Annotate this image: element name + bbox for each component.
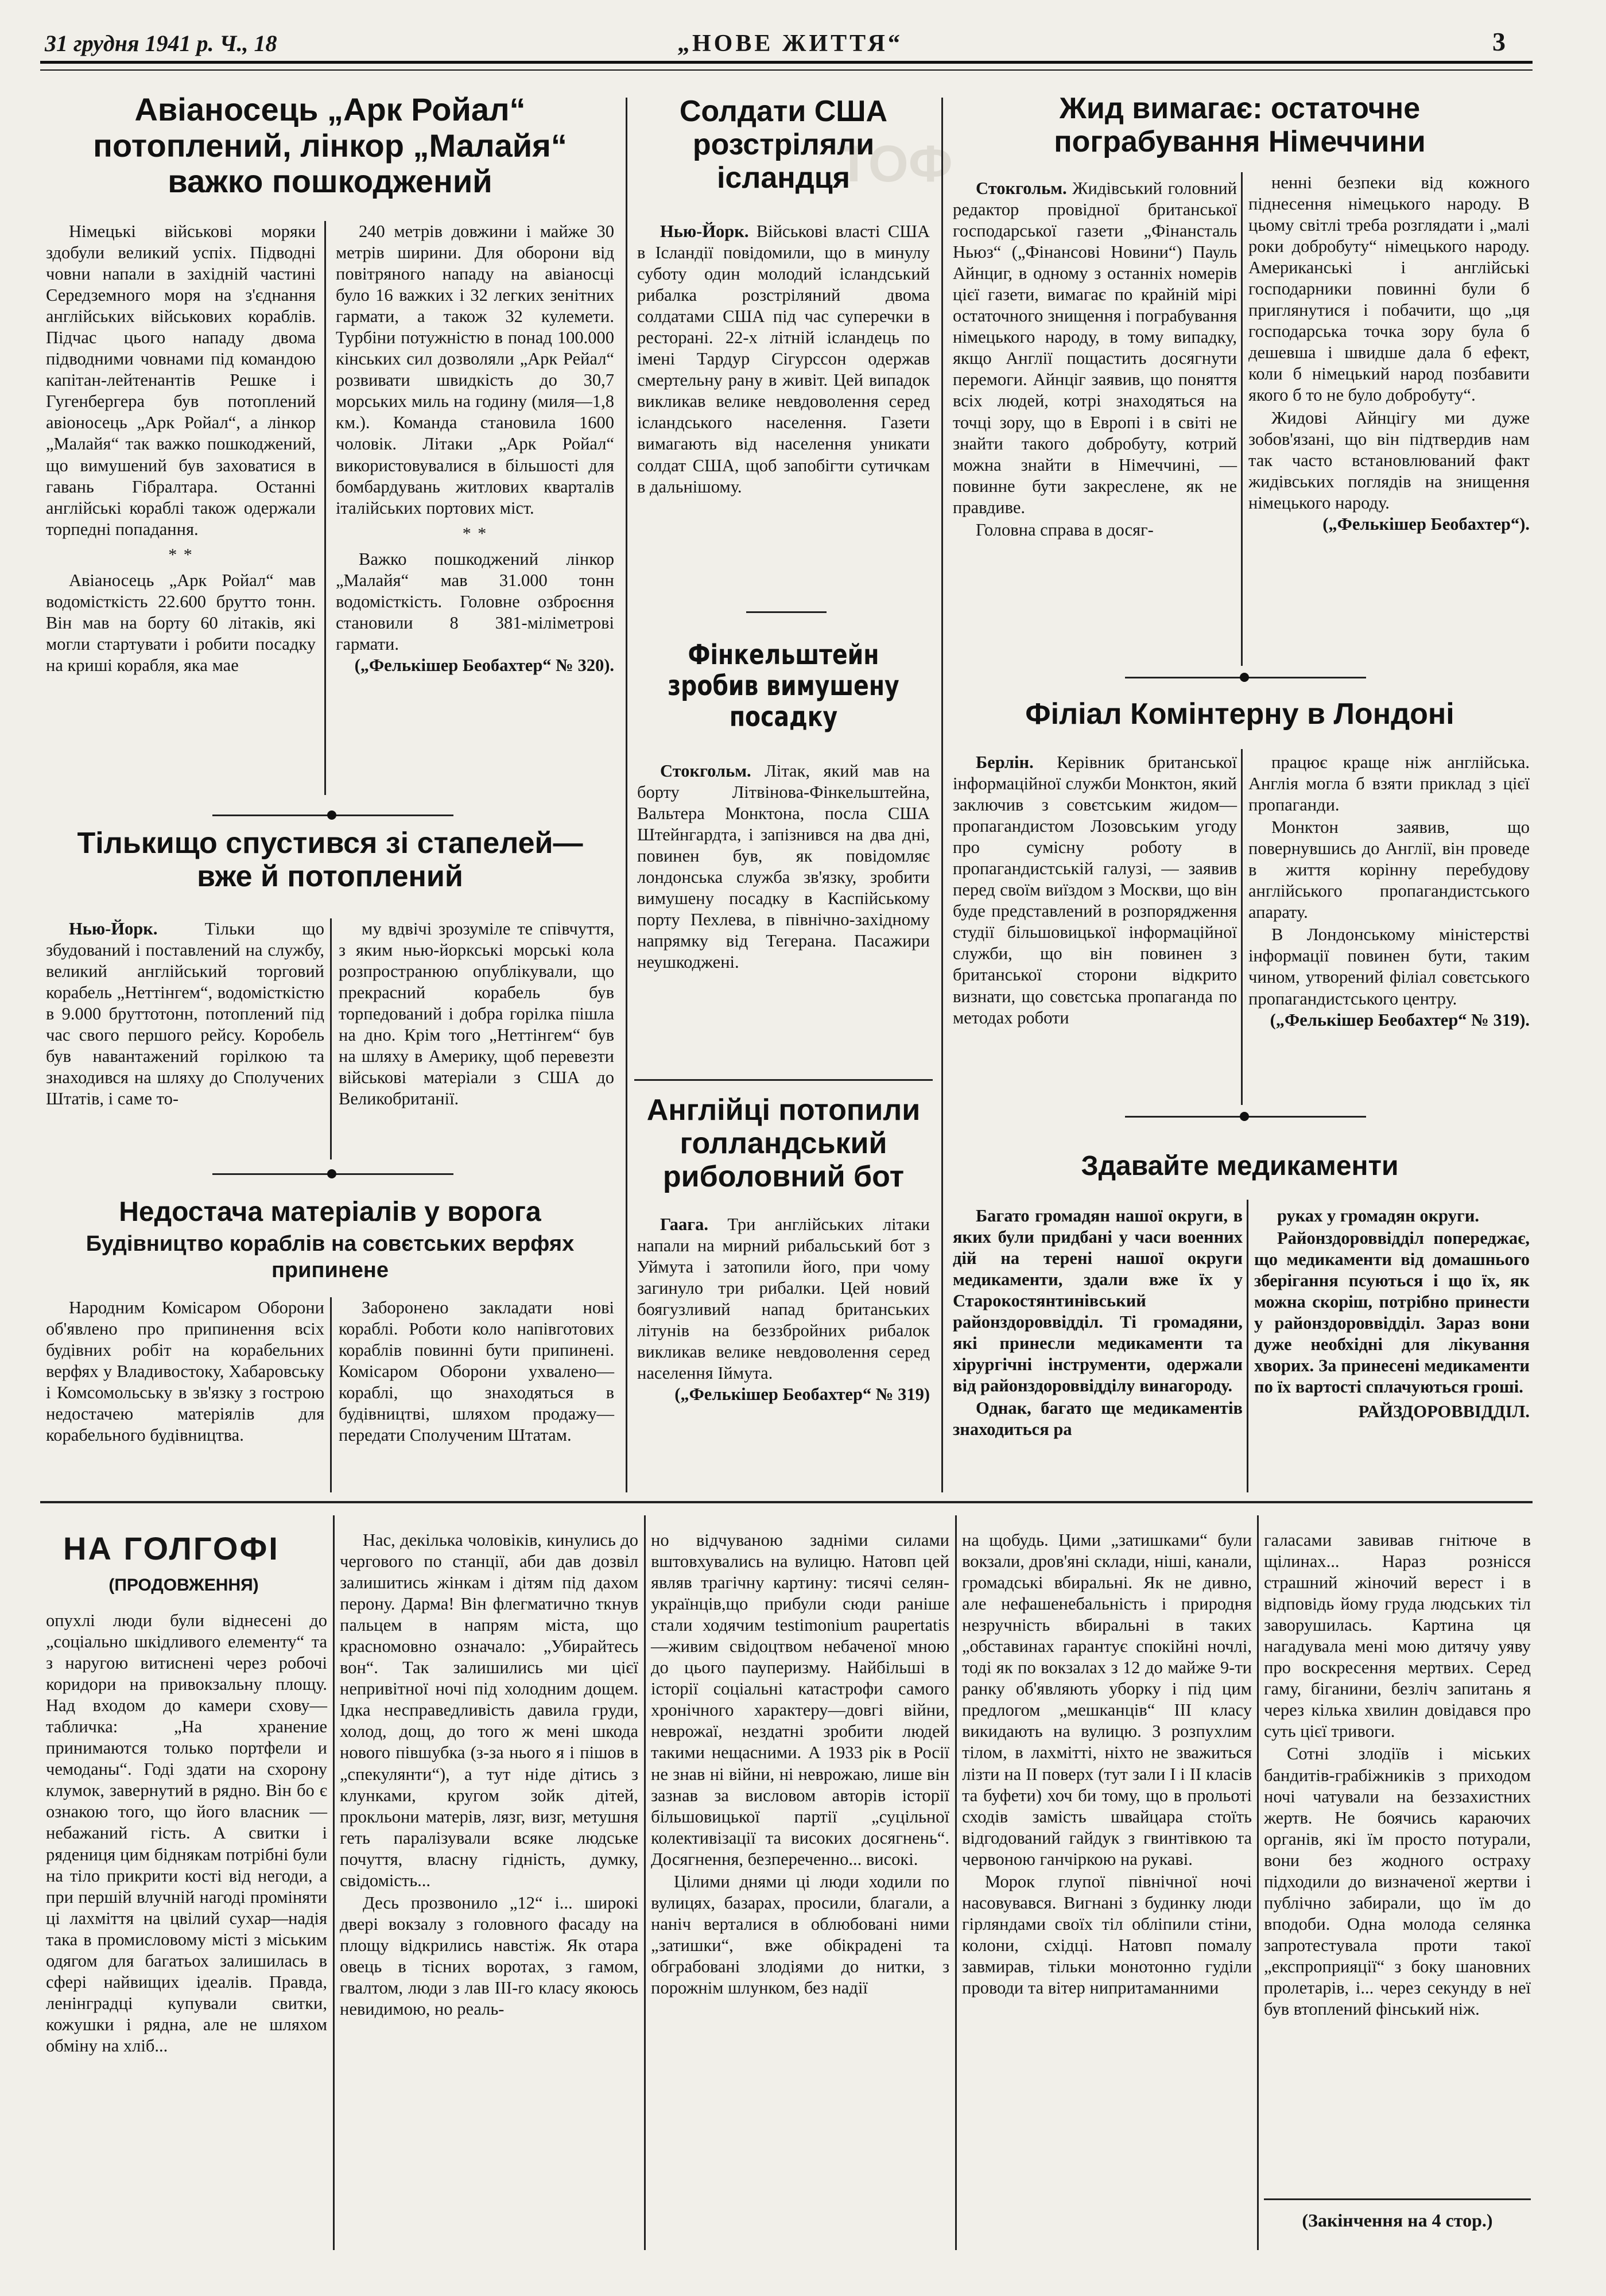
- column-rule: [955, 1515, 957, 2250]
- paragraph: Десь прозвонило „12“ і... широкі двері вокзалу з головного фасаду на площу відкрились навстіж. Як отара овець в тісних воротах, з гамом, гвалтом, люди з лав III-го класу якоюсь невидимою, но реаль-: [340, 1892, 638, 2019]
- signature: („Фелькішер Беобахтер“ № 319).: [1270, 1010, 1530, 1030]
- paragraph: Головна справа в досяг-: [976, 519, 1154, 540]
- paragraph: Три англійських літаки напали на мирний рибальський бот з Уймута і затопили його, при чому загинуло три рибалки. Цей новий боягузливий напад британських літунів на беззбройних рибалок викликав велике невдоволення серед населення Іймута.: [637, 1215, 930, 1383]
- column-rule: [324, 221, 326, 795]
- column-rule: [1241, 172, 1243, 666]
- column-rule: [644, 1515, 646, 2250]
- paragraph: Німецькі військові моряки здобули великий успіх. Підводні човни напали в західній частині Середземного моря на з'єднання англійських військових кораблів. Підчас цього нападу двома підводними човнами під командою капітан-лейтенантів Решке і Гугенбергера був потоплений авіоносець „Арк Ройал“, а лінкор „Малайя“ так важко пошкоджений, що вимушений був заховатися в гавань Гібралтара. Останні англійські кораблі також одержали торпедні попадання.: [46, 222, 316, 539]
- dateline: Нью-Йорк.: [69, 919, 158, 938]
- column-rule: [330, 918, 332, 1159]
- column-rule: [330, 1297, 332, 1492]
- dateline: Берлін.: [976, 753, 1034, 772]
- headline-nettingem: Тількищо спустився зі стапелей— вже й потоплений: [77, 827, 583, 894]
- article-medicines-col1: [953, 1205, 1243, 1492]
- serial-col5: [1264, 1530, 1531, 2198]
- ornament-divider: [1125, 1111, 1366, 1122]
- paragraph: Тільки що збудований і поставлений на службу, великий англійський торговий корабель „Неттінгем“, водомісткістю в 9.000 бруттотонн, потоплений під час свого першого рейсу. Коробель був навантажений горілкою та знаходився на шляху до Сполучених Штатів, і саме то-: [46, 919, 324, 1109]
- headline-jew-demands: Жид вимагає: остаточне пограбування Німеччини: [1054, 92, 1426, 159]
- continuation-note: (Закінчення на 4 стор.): [1302, 2210, 1493, 2231]
- article-jew-demands-col1: [953, 178, 1237, 654]
- article-finkelstein: [637, 761, 930, 1062]
- headline-finkelstein: Фінкельштейн зробив вимушену посадку: [668, 639, 899, 733]
- paragraph: Військові власті США в Ісландії повідомили, що в минулу суботу один молодий ісландський рибалка розстріляний двома солдатами США під час суперечки в ресторані. 22-х літній ісландець по імені Тардур Сігурссон одержав смертельну рану в живіт. Цей випадок викликав велике невдоволення серед ісландського населення. Газети вимагають від населення уникати солдат США, щоб запобігти сутичкам в дальнішому.: [637, 222, 930, 497]
- paragraph: Однак, багато ще медикаментів знаходиться ра: [953, 1398, 1243, 1440]
- short-divider: [746, 611, 827, 613]
- dateline: Нью-Йорк.: [660, 222, 749, 241]
- serial-subtitle: (ПРОДОВЖЕННЯ): [108, 1576, 259, 1595]
- paragraph: галасами завивав гнітюче в щілинах... Нараз рознісся страшний жіночий верест і в відповідь йому груда людських тіл заворушилась. Картина ця нагадувала мені мою дитячу уяву про воскресення мертвих. Серед гаму, біганини, безліч запитань я через кілька хвилин довідався про суть цієї тривоги.: [1264, 1530, 1531, 1742]
- column-rule: [1257, 1515, 1259, 2250]
- signature: („Фелькішер Беобахтер“ № 319): [674, 1384, 930, 1405]
- serial-col4: [962, 1530, 1252, 2262]
- article-shortage-col2: [339, 1297, 614, 1492]
- ornament-divider: [212, 809, 453, 821]
- column-rule: [1241, 749, 1243, 1105]
- column-rule: [941, 98, 943, 1492]
- column-rule: [626, 98, 627, 1492]
- header-rule: [40, 61, 1533, 71]
- masthead: „НОВЕ ЖИТТЯ“: [677, 30, 903, 57]
- show-through-text: ТОФ: [838, 135, 953, 193]
- paragraph: Важко пошкоджений лінкор „Малайя“ мав 31.000 тонн водомісткість. Головне озброєння становили 8 381-міліметрові гармати.: [336, 549, 614, 654]
- paragraph: Цілими днями ці люди ходили по вулицях, базарах, просили, благали, а наніч верталися в облюбовані ними „затишки“, вже обікрадені та обграбовані злодіями до нитки, з порожнім шлунком, без надії: [651, 1871, 949, 1998]
- headline-us-soldiers: Солдати США розстріляли ісландця: [679, 95, 888, 195]
- article-ark-royal-col2: [336, 221, 614, 795]
- signature: РАЙЗДОРОВВІДДІЛ.: [1358, 1402, 1530, 1422]
- article-dutch-boat: [637, 1214, 930, 1495]
- article-comintern-col2: [1248, 752, 1530, 1105]
- subheadline-shortage: Будівництво кораблів на совєтських верфях припинене: [86, 1232, 575, 1282]
- paragraph: В Лондонському міністерстві інформації повинен бути, таким чином, утворений філіал совєтського пропагандистського центру.: [1248, 925, 1530, 1009]
- article-comintern-col1: [953, 752, 1237, 1105]
- stars-divider: * *: [462, 523, 488, 543]
- paragraph: Багато громадян нашої округи, в яких були придбані у часи военних дій на терені нашої округи медикаменти, здали вже їх у Старокостянтинівський районздороввідділ. Ті громадяни, які принесли медикаменти та хірургічні інструменти, одержали від районздороввідділу винагороду.: [953, 1206, 1243, 1396]
- headline-medicines: Здавайте медикаменти: [1081, 1151, 1399, 1181]
- article-nettingem-col2: [339, 918, 614, 1159]
- article-shortage-col1: [46, 1297, 324, 1492]
- paragraph: Жидові Айнцігу ми дуже зобов'язані, що він підтвердив нам так часто встановлюваний факт жидівських поглядів на знищення німецького народу.: [1248, 408, 1530, 513]
- ornament-divider: [212, 1168, 453, 1180]
- signature: („Фелькішер Беобахтер“ № 320).: [354, 656, 614, 676]
- stars-divider: * *: [168, 545, 193, 564]
- article-jew-demands-col2: [1248, 172, 1530, 666]
- paragraph: працює краще ніж англійська. Англія могла б взяти приклад з цієї пропаганди.: [1248, 753, 1530, 815]
- divider: [1264, 2198, 1531, 2200]
- divider: [634, 1079, 933, 1081]
- headline-shortage: Недостача матеріалів у ворога: [119, 1197, 541, 1227]
- serial-col2: [340, 1530, 638, 2262]
- paragraph: Літак, який мав на борту Літвінова-Фінкельштейна, Вальтера Монктона, посла США Штейнгардта, і запізнився на два дні, повинен був, як повідомляє лондонська служба зв'язку, зробити вимушену посадку в Каспійському порту Пехлева, в північно-західному напрямку від Тегерана. Пасажири неушкоджені.: [637, 761, 930, 972]
- paragraph: Сотні злодіїв і міських бандитів-грабіжників з приходом ночі чатували на беззахистних жертв. Не боячись караючих органів, які їм просто потурали, вони без жодного остраху підходили до визначеної жертви і публічно забирали, що їм до вподоби. Одна молода селянка запротестувала проти такої „експроприяції“ з боку шановних пролетарів, і... через секунду в неї був втоплений фінський ніж.: [1264, 1744, 1531, 2019]
- dateline: Стокгольм.: [976, 179, 1067, 198]
- ornament-divider: [1125, 672, 1366, 683]
- paragraph: Нас, декілька чоловіків, кинулись до чергового по станції, аби дав дозвіл залишитись жінкам і дітям під дахом перону. Дарма! Він флегматично ткнув пальцем в напрям міста, що красномовно означало: „Убирайтесь вон“. Так залишились ми цієї непривітної ночі під холодним дощем. Ідка несправедливість давила груди, холод, дощ, до того ж мені шкода нового півшубка (з-за нього я і пішов в „спекулянти“), а тут ніде дітись з клунками, кругом зойк дітей, прокльони матерів, лязг, визг, метушня геть паралізували всяке людське почуття, власну гідність, думку, свідомість...: [340, 1530, 638, 1890]
- paragraph: Монктон заявив, що повернувшись до Англії, він проведе в життя корінну перебудову англійського пропагандистського апарату.: [1248, 817, 1530, 922]
- column-rule: [333, 1515, 335, 2250]
- article-nettingem-col1: [46, 918, 324, 1159]
- page-number: 3: [1492, 27, 1506, 56]
- paragraph: ненні безпеки від кожного піднесення німецького народу. В цьому світлі треба розглядати і „малі роки добробуту“ німецького народу. Американські і англійські господарники повинні були б приглянутися і побачити, що „ця господарська точка зору була б дешевша і швидше дала б ефект, коли б німецький народ позбавити якого б то не було добробуту“.: [1248, 173, 1530, 405]
- paragraph: Жидівський головний редактор провідної британської господарської газети „Фінансталь Ньюз“ („Фінансові Новини“) Пауль Айнциг, в одному з останніх номерів цієї газети, вимагає по крайній мірі остаточного знищення і пограбування німецького народу, в тому випадку, якщо Англії пощастить досягнути перемоги. Айнціг заявив, що поняття всіх людей, котрі знаходяться на точці зору, що в Европі і в світі не знайти такого добробуту, котрий можна знайти в Німеччині, — повинне бути закреслене, як не правдиве.: [953, 179, 1237, 517]
- issue-date: 31 грудня 1941 р. Ч., 18: [45, 30, 277, 56]
- signature: („Фелькішер Беобахтер“).: [1322, 514, 1530, 534]
- article-ark-royal-col1: [46, 221, 316, 676]
- headline-dutch-boat: Англійці потопили голландський риболовний бот: [646, 1093, 921, 1194]
- paragraph: Авіаносець „Арк Ройал“ мав водомісткість 22.600 брутто тонн. Він мав на борту 60 літаків, які могли стартувати і робити посадку на криші корабля, яка мае: [46, 571, 316, 676]
- serial-title: НА ГОЛГОФІ: [63, 1530, 280, 1566]
- paragraph: на щобудь. Цими „затишками“ були вокзали, дров'яні склади, ніші, канали, громадські вбиральні. Як не дивно, але нефашенебальність і природня незручність вбиральні в таких „обставинах гарантує спокійні ночлі, тоді як по вокзалах з 12 до майже 9-ти ранку об'являють уборку і під цим предлогом „мешканців“ III класу викидають на вулицю. З розпухлим тілом, в лахмітті, ніхто не зважиться лізти на II поверх (тут зали I і II класів та буфети) хоч би тому, що в прольоті сходів замість швайцара стоїть відгодований гайдук з гвинтівкою та червоною ганчіркою на рукаві.: [962, 1530, 1252, 1869]
- paragraph: му вдвічі зрозуміле те співчуття, з яким нью-йоркські морські кола розпространюю опублікували, що прекрасний корабель був торпедований і добра горілка пішла на дно. Крім того „Неттінгем“ був на шляху в Америку, щоб перевезти військові матеріали з США до Великобританії.: [339, 919, 614, 1109]
- serial-col3: [651, 1530, 949, 2262]
- article-medicines-col2: [1254, 1205, 1530, 1492]
- headline-comintern: Філіал Комінтерну в Лондоні: [1025, 697, 1454, 731]
- paragraph: Заборонено закладати нові кораблі. Роботи коло напівготових кораблів повинні бути припинені. Комісаром Оборони ухвалено—кораблі, що знаходяться в будівництві, шляхом продажу—передати Сполученим Штатам.: [339, 1298, 614, 1445]
- article-us-soldiers: [637, 221, 930, 594]
- dateline: Стокгольм.: [660, 761, 751, 781]
- paragraph: 240 метрів довжини і майже 30 метрів ширини. Для оборони від повітряного нападу на авіаносці було 16 важких і 32 легких зенітних гармати, а також 32 кулемети. Турбіни потужністю в понад 100.000 кінських сил дозволяли „Арк Рейал“ розвивати швидкість до 30,7 морських миль на годину (миля—1,8 км.). Команда становила 1600 чоловік. Літаки „Арк Ройал“ використовувалися в більшості для бомбардувань житлових кварталів італійських портових міст.: [336, 222, 614, 518]
- paragraph: опухлі люди були віднесені до „соціально шкідливого елементу“ та з наругою витиснені через робочі коридори на привокзальну площу. Над входом до камери схову—табличка: „На хранение принимаются только портфели и чемоданы“. Годі здати на схоронy клумок, завернутий в рядно. Він бо є ознакою того, що його власник — небажаний гість. А свитки і рядениця цим біднякам потрібні були на тіло прикрити кості від негоди, а при першій влучній нагоді проміняти ці лахміття на цвілий сухар—надія така в промисловому місті з міським одягом для багатьох залишилась в сфері найвищих ідеалів. Правда, ленінградці купували свитки, кожушки і рядна, але не шляхом обміну на хліб...: [46, 1611, 327, 2055]
- paragraph: руках у громадян округи.: [1277, 1206, 1480, 1225]
- paragraph: Народним Комісаром Оборони об'явлено про припинення всіх будівних робіт на корабельних верфях у Владивостоку, Хабаровську і Комсомольську в зв'язку з гострою недостачею матеріялів для корабельного будівництва.: [46, 1298, 324, 1445]
- paragraph: но відчуваною задніми силами вштовхувались на вулицю. Натовп цей являв трагічну картину: тисячі селян-українців,що прибули сюди раніше стали ходячим testimonium paupertatis —живим свідоцтвом небаченої мною до цього пауперизму. Найбільші в історії соціальні катастрофи самого хронічного характеру—довгі війни, неврожаї, нездатні зробити людей такими нещасними. А 1933 рік в Росії не знав ні війни, ні неврожаю, лише він зазнав за висловом авторів історії більшовицької партії „суцільної колективізації та високих досягнень“. Досягнення, безпереченно... високі.: [651, 1530, 949, 1869]
- section-rule: [40, 1501, 1533, 1503]
- headline-ark-royal: Авіаносець „Арк Ройал“ потоплений, лінкор „Малайя“ важко пошкоджений: [93, 91, 567, 200]
- serial-col1: [46, 1610, 327, 2241]
- column-rule: [1247, 1200, 1248, 1492]
- paragraph: Районздороввідділ попереджає, що медикаменти від домашнього зберігання псуються і що їх, як можна скоріш, потрібно принести у районздороввідділ. Зараз вони дуже необхідні для лікування хворих. За принесені медикаменти по їх вартості сплачуються гроші.: [1254, 1228, 1530, 1397]
- dateline: Гаага.: [660, 1215, 708, 1234]
- paragraph: Керівник британської інформаційної служби Монктон, який заключив з совєтським жидом—пропагандистом Лозовським угоду про сумісну роботу в пропагандистській галузі, — заявив перед своїм виїздом з Москви, що він буде представлений в розпорядження студії більшовицької інформаційної служби, що він повинен з британської сторони відкрито визнати, що совєтська пропаганда по методах роботи: [953, 753, 1237, 1027]
- paragraph: Морок глупої північної ночі насовувався. Вигнані з будинку люди гірляндами своїх тіл обліпили стіни, колони, східці. Натовп помалу завмирав, тільки монотонно гуділи проводи та вітер нипритаманними: [962, 1871, 1252, 1998]
